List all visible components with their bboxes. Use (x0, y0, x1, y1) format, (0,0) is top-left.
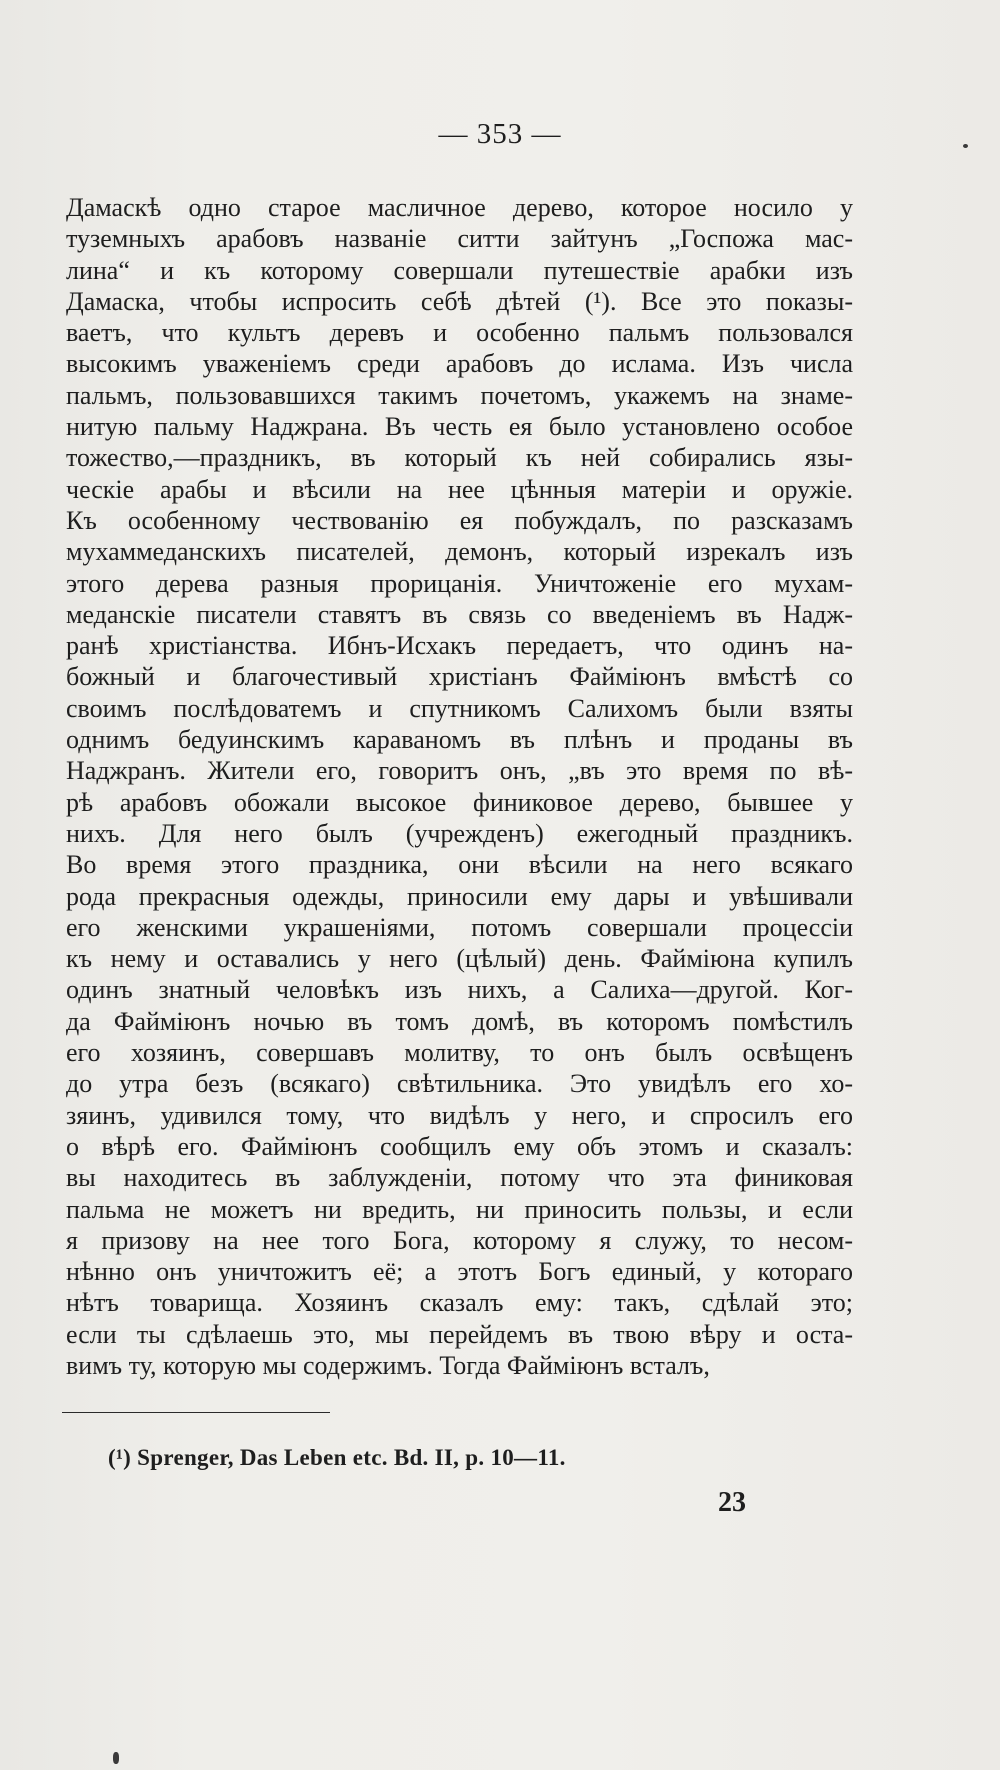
text-line: я призову на нее того Бога, которому я служу, то несом- (66, 1225, 853, 1255)
text-line: Во время этого праздника, они вѣсили на него всякаго (66, 850, 853, 880)
text-line: Дамаска, чтобы испросить себѣ дѣтей (¹). Все это показы- (66, 286, 853, 316)
text-line: божный и благочестивый христіанъ Файміюнъ вмѣстѣ со (66, 662, 853, 692)
text-line: мухаммеданскихъ писателей, демонъ, который изрекалъ изъ (66, 537, 853, 567)
text-line: если ты сдѣлаешь это, мы перейдемъ въ твою вѣру и оста- (66, 1319, 853, 1349)
text-line: этого дерева разныя прорицанія. Уничтоженіе его мухам- (66, 568, 853, 598)
text-line: зяинъ, удивился тому, что видѣлъ у него, и спросилъ его (66, 1100, 853, 1130)
text-line: къ нему и оставались у него (цѣлый) день. Файміюна купилъ (66, 944, 853, 974)
text-line: Дамаскѣ одно старое масличное дерево, которое носило у (66, 193, 853, 222)
text-line: меданскіе писатели ставятъ въ связь со введеніемъ въ Надж- (66, 599, 853, 629)
text-line: до утра безъ (всякаго) свѣтильника. Это увидѣлъ его хо- (66, 1069, 853, 1099)
text-line: о вѣрѣ его. Файміюнъ сообщилъ ему объ этомъ и сказалъ: (66, 1131, 853, 1161)
text-line: высокимъ уваженіемъ среди арабовъ до ислама. Изъ числа (66, 349, 853, 379)
text-line: Къ особенному чествованію ея побуждалъ, по разсказамъ (66, 505, 853, 535)
text-line: лина“ и къ которому совершали путешествіе арабки изъ (66, 255, 853, 285)
footnote-rule (62, 1412, 330, 1413)
page-number: — 353 — (438, 118, 562, 150)
text-line: туземныхъ арабовъ названіе ситти зайтунъ „Госпожа мас- (66, 224, 853, 254)
print-speck (963, 144, 968, 148)
text-line: тожество,—праздникъ, въ который къ ней собирались язы- (66, 443, 853, 473)
signature-mark: 23 (718, 1487, 746, 1518)
text-line: рѣ арабовъ обожали высокое финиковое дерево, бывшее у (66, 787, 853, 817)
text-line: его женскими украшеніями, потомъ совершали процессіи (66, 912, 853, 942)
text-line: рода прекрасныя одежды, приносили ему дары и увѣшивали (66, 881, 853, 911)
text-line: Наджранъ. Жители его, говоритъ онъ, „въ это время по вѣ- (66, 756, 853, 786)
text-line: нитую пальму Наджрана. Въ честь ея было установлено особое (66, 412, 853, 442)
text-line: пальма не можетъ ни вредить, ни приносить пользы, и если (66, 1194, 853, 1224)
footnote: (¹) Sprenger, Das Leben etc. Bd. II, p. 10—11. (108, 1445, 566, 1470)
text-line: вимъ ту, которую мы содержимъ. Тогда Файміюнъ всталъ, (66, 1350, 710, 1380)
text-line: нѣнно онъ уничтожитъ её; а этотъ Богъ единый, у котораго (66, 1257, 853, 1287)
text-line: ранѣ христіанства. Ибнъ-Исхакъ передаетъ, что одинъ на- (66, 631, 853, 661)
text-line: нѣтъ товарища. Хозяинъ сказалъ ему: такъ, сдѣлай это; (66, 1288, 853, 1318)
text-line: ческіе арабы и вѣсили на нее цѣнныя матеріи и оружіе. (66, 474, 853, 504)
text-line: нихъ. Для него былъ (учрежденъ) ежегодный праздникъ. (66, 818, 853, 848)
text-line: ваетъ, что культъ деревъ и особенно пальмъ пользовался (66, 318, 853, 348)
text-line: одинъ знатный человѣкъ изъ нихъ, а Салиха—другой. Ког- (66, 975, 853, 1005)
text-line: своимъ послѣдоватемъ и спутникомъ Салихомъ были взяты (66, 693, 853, 723)
text-line: пальмъ, пользовавшихся такимъ почетомъ, укажемъ на знаме- (66, 380, 853, 410)
text-line: да Файміюнъ ночью въ томъ домѣ, въ которомъ помѣстилъ (66, 1006, 853, 1036)
body-text (66, 192, 853, 1381)
print-speck (113, 1752, 119, 1764)
text-line: вы находитесь въ заблужденіи, потому что эта финиковая (66, 1163, 853, 1193)
text-line: его хозяинъ, совершавъ молитву, то онъ былъ освѣщенъ (66, 1038, 853, 1068)
text-line: однимъ бедуинскимъ караваномъ въ плѣнъ и проданы въ (66, 725, 853, 755)
